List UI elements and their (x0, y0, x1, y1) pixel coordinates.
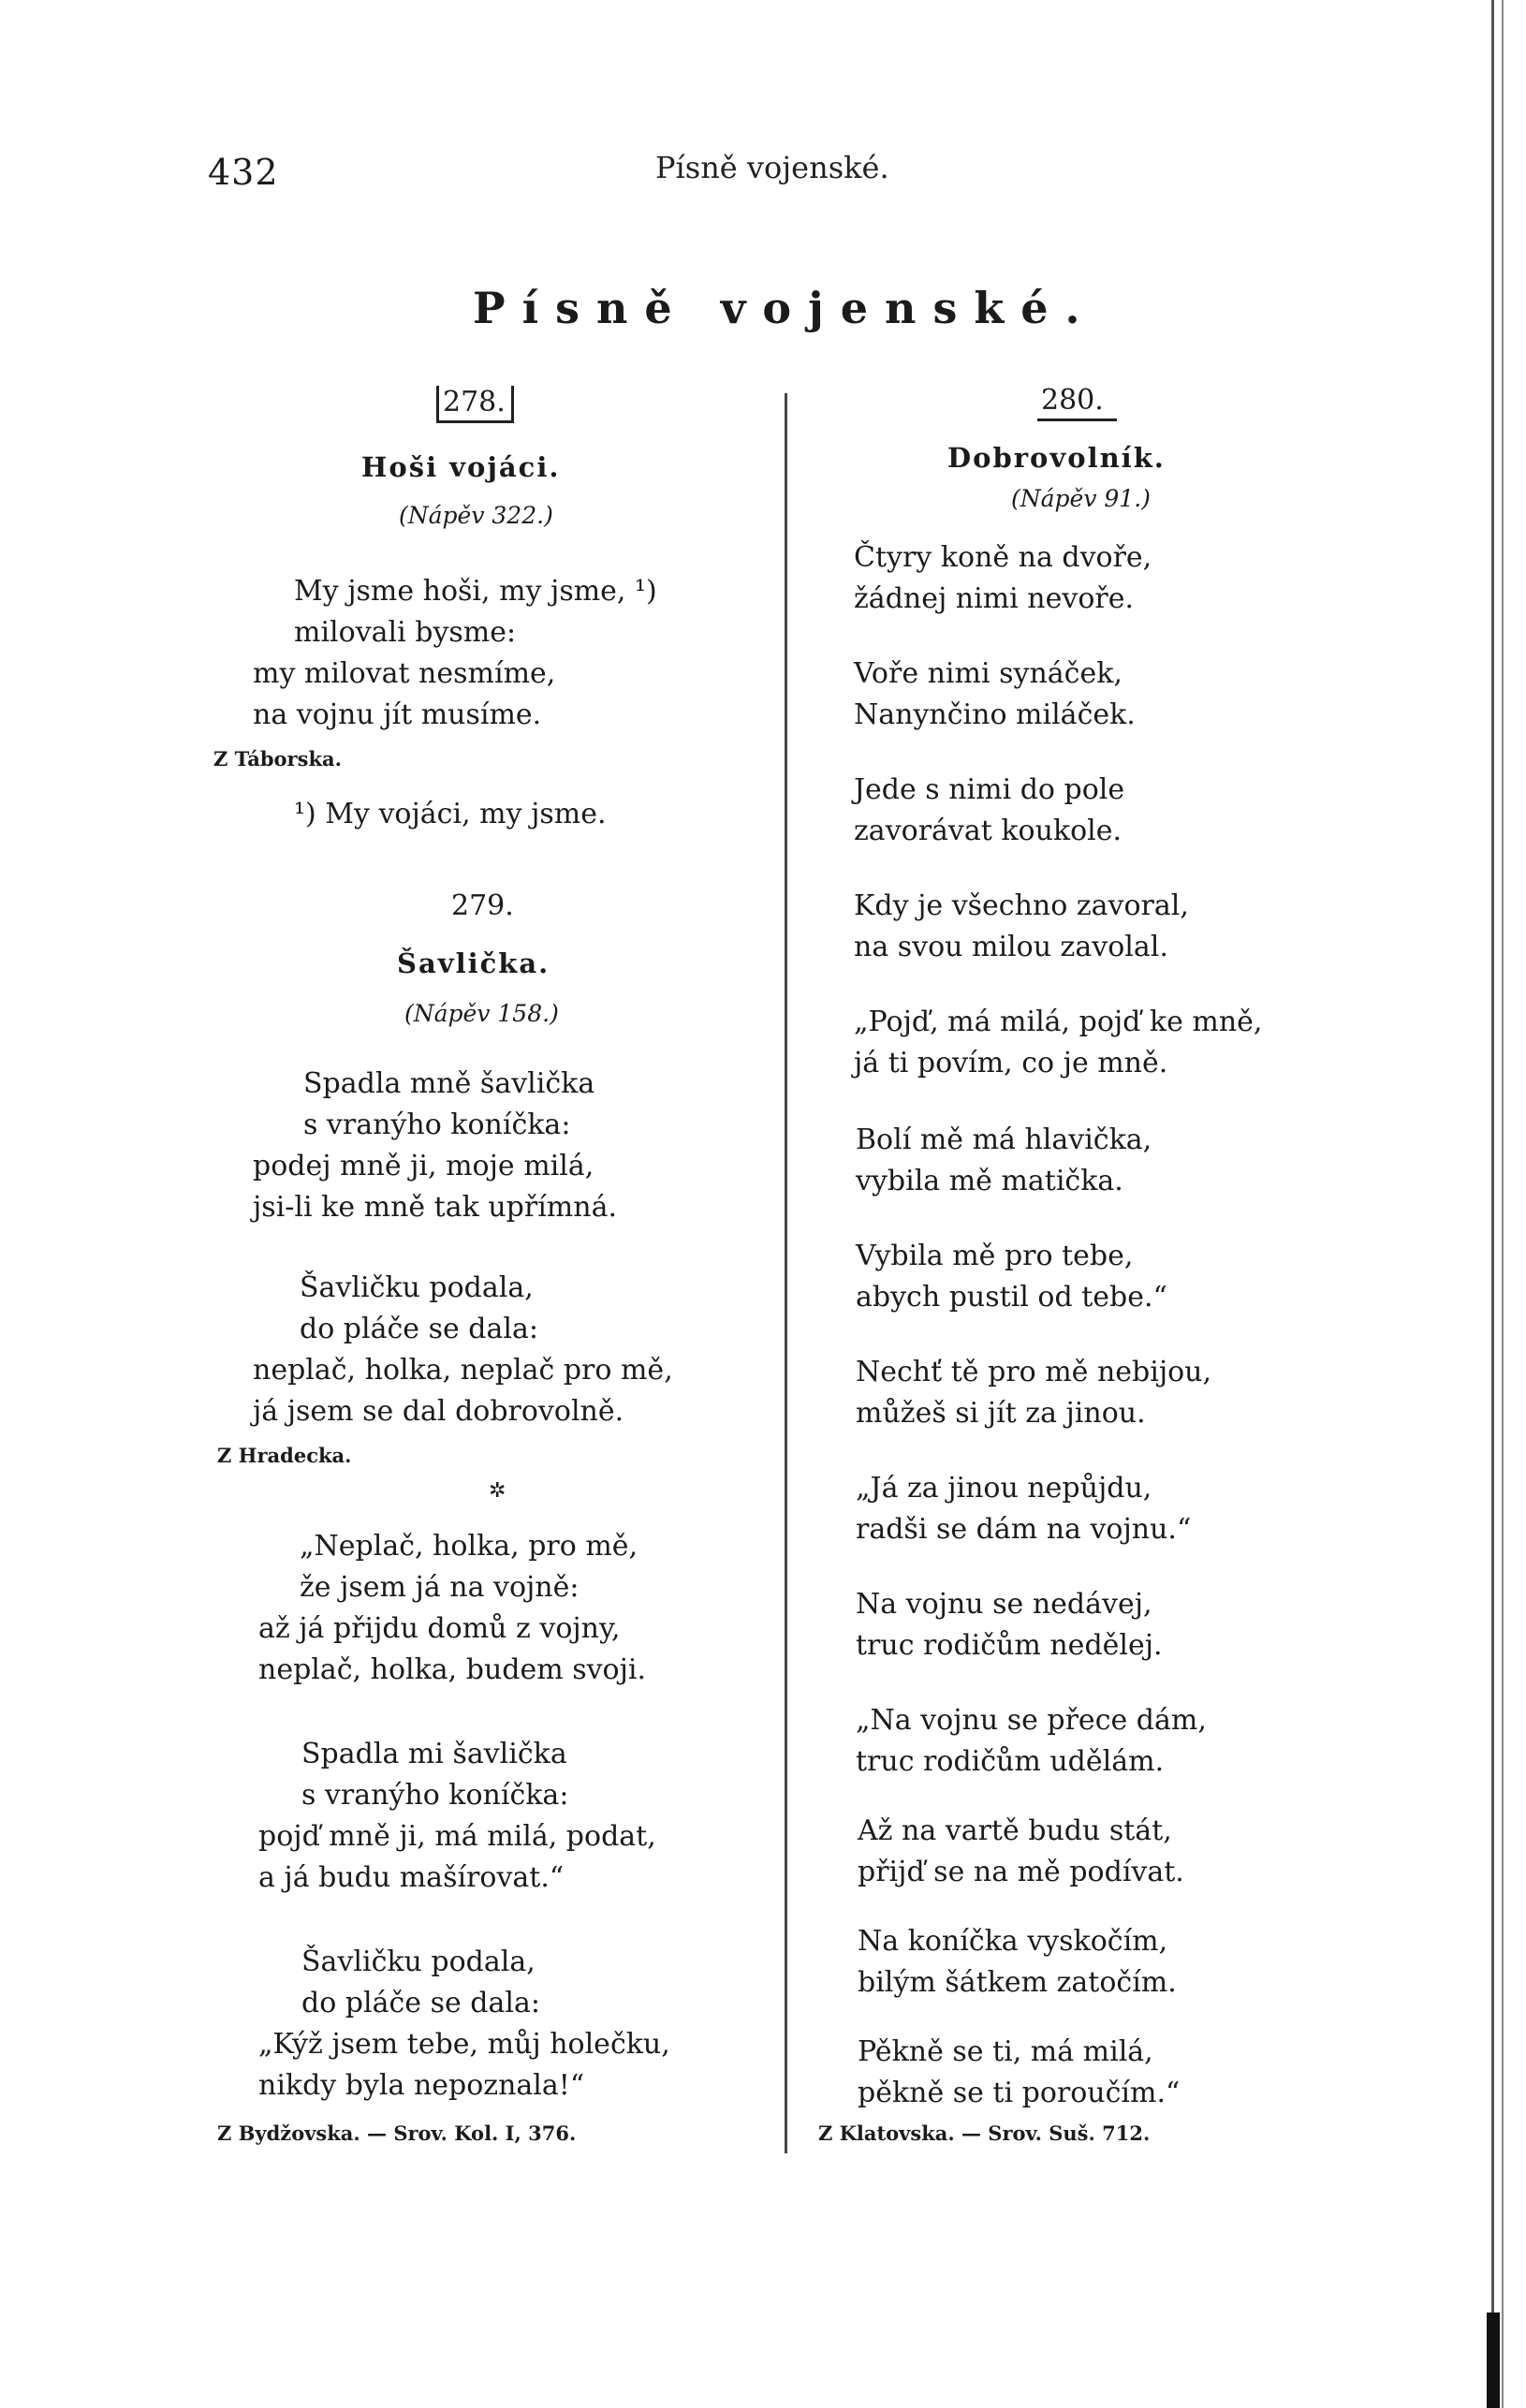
song-279-stanza (253, 1268, 673, 1432)
verse-line: já jsem se dal dobrovolně. (253, 1395, 624, 1428)
verse-line: Kdy je všechno zavoral, (854, 889, 1189, 922)
verse-line: zavorávat koukole. (854, 815, 1122, 847)
song-279-stanza (258, 1526, 646, 1691)
song-279-source-1: Z Hradecka. (217, 1444, 352, 1467)
verse-line: Šavličku podala, (301, 1945, 536, 1978)
verse-line: žádnej nimi nevoře. (854, 582, 1135, 615)
song-280-stanza (858, 2032, 1180, 2114)
song-280-stanza (856, 1700, 1207, 1783)
song-279-stanza (258, 1942, 670, 2107)
verse-line: neplač, holka, neplač pro mě, (253, 1354, 673, 1387)
verse-line: „Na vojnu se přece dám, (856, 1704, 1207, 1737)
song-280-stanza (858, 1921, 1177, 2004)
song-279-stanza (253, 1064, 617, 1228)
verse-line: do pláče se dala: (300, 1313, 538, 1345)
verse-line: do pláče se dala: (301, 1987, 540, 2019)
verse-line: a já budu mašírovat.“ (258, 1861, 565, 1894)
verse-line: „Pojď, má milá, pojď ke mně, (854, 1006, 1263, 1038)
song-280-stanza (856, 1236, 1167, 1318)
verse-line: nikdy byla nepoznala!“ (258, 2069, 585, 2102)
song-278-number: 278. (436, 386, 514, 418)
song-280-stanza (854, 770, 1124, 852)
verse-line: Čtyry koně na dvoře, (854, 541, 1152, 574)
song-280-stanza (856, 1468, 1191, 1550)
verse-line: na svou milou zavolal. (854, 931, 1168, 963)
song-280-number: 280. (1037, 384, 1117, 417)
verse-line: „Já za jinou nepůjdu, (856, 1472, 1152, 1505)
ornament-icon: ✲ (489, 1479, 506, 1503)
verse-line: na vojnu jít musíme. (253, 698, 542, 731)
verse-line: Nechť tě pro mě nebijou, (856, 1356, 1212, 1388)
song-280-stanza (854, 537, 1152, 620)
verse-line: Nanynčino miláček. (854, 698, 1136, 731)
page-edge-line (1491, 0, 1494, 2408)
verse-line: Šavličku podala, (300, 1271, 534, 1304)
song-280-stanza (856, 1352, 1211, 1434)
verse-line: já ti povím, co je mně. (854, 1047, 1168, 1079)
page-number: 432 (208, 152, 279, 193)
song-278-tune: (Nápěv 322.) (399, 502, 553, 529)
verse-line: „Neplač, holka, pro mě, (300, 1530, 638, 1563)
verse-line: Spadla mně šavlička (303, 1067, 595, 1100)
song-280-stanza (856, 1584, 1163, 1667)
verse-line: Na koníčka vyskočím, (858, 1925, 1168, 1958)
verse-line: s vranýho koníčka: (301, 1779, 569, 1812)
song-279-tune: (Nápěv 158.) (404, 1000, 559, 1027)
verse-line: Jede s nimi do pole (854, 773, 1125, 806)
verse-line: Vybila mě pro tebe, (856, 1240, 1134, 1272)
verse-line: Bolí mě má hlavička, (856, 1123, 1152, 1156)
verse-line: neplač, holka, budem svoji. (258, 1653, 647, 1686)
verse-line: s vranýho koníčka: (303, 1109, 571, 1141)
verse-line: My jsme hoši, my jsme, ¹) (294, 575, 657, 608)
verse-line: Pěkně se ti, má milá, (858, 2035, 1153, 2068)
verse-line: bilým šátkem zatočím. (858, 1966, 1177, 1999)
running-head: Písně vojenské. (655, 150, 889, 185)
column-divider (785, 393, 787, 2153)
verse-line: pěkně se ti poroučím.“ (858, 2077, 1181, 2109)
verse-line: Na vojnu se nedávej, (856, 1588, 1152, 1621)
song-278-footnote: ¹) My vojáci, my jsme. (294, 798, 607, 830)
verse-line: jsi-li ke mně tak upřímná. (253, 1191, 617, 1224)
song-278-title: Hoši vojáci. (361, 451, 561, 483)
verse-line: „Kýž jsem tebe, můj holečku, (258, 2028, 670, 2061)
verse-line: truc rodičům udělám. (856, 1745, 1165, 1778)
song-280-stanza (854, 886, 1189, 968)
song-280-stanza (854, 1002, 1262, 1084)
page-edge-line-outer (1502, 0, 1504, 2408)
song-280-source: Z Klatovska. — Srov. Suš. 712. (818, 2122, 1151, 2145)
verse-line: podej mně ji, moje milá, (253, 1150, 594, 1182)
verse-line: truc rodičům nedělej. (856, 1629, 1163, 1662)
verse-line: vybila mě matička. (856, 1165, 1123, 1197)
verse-line: pojď mně ji, má milá, podat, (258, 1820, 656, 1853)
song-279-stanza (258, 1734, 656, 1899)
song-280-title: Dobrovolník. (947, 442, 1166, 474)
verse-line: Voře nimi synáček, (854, 657, 1122, 690)
verse-line: Až na vartě budu stát, (858, 1814, 1172, 1847)
song-278-stanza (253, 571, 657, 736)
verse-line: až já přijdu domů z vojny, (258, 1612, 621, 1645)
verse-line: můžeš si jít za jinou. (856, 1397, 1146, 1430)
verse-line: že jsem já na vojně: (300, 1571, 580, 1604)
song-279-source-2: Z Bydžovska. — Srov. Kol. I, 376. (217, 2122, 577, 2145)
verse-line: milovali bysme: (294, 616, 517, 649)
verse-line: radši se dám na vojnu.“ (856, 1513, 1192, 1546)
song-278-source: Z Táborska. (213, 747, 342, 771)
verse-line: Spadla mi šavlička (301, 1738, 567, 1770)
page-edge-mark (1487, 2313, 1500, 2408)
song-280-stanza (858, 1811, 1184, 1893)
song-279-title: Šavlička. (397, 947, 550, 979)
song-280-stanza (856, 1120, 1152, 1202)
song-279-number: 279. (451, 889, 514, 922)
verse-line: my milovat nesmíme, (253, 657, 556, 690)
song-280-stanza (854, 653, 1136, 736)
verse-line: přijď se na mě podívat. (858, 1856, 1184, 1888)
page-title: Písně vojenské. (473, 283, 1097, 333)
verse-line: abych pustil od tebe.“ (856, 1281, 1167, 1314)
song-280-tune: (Nápěv 91.) (1011, 485, 1151, 512)
